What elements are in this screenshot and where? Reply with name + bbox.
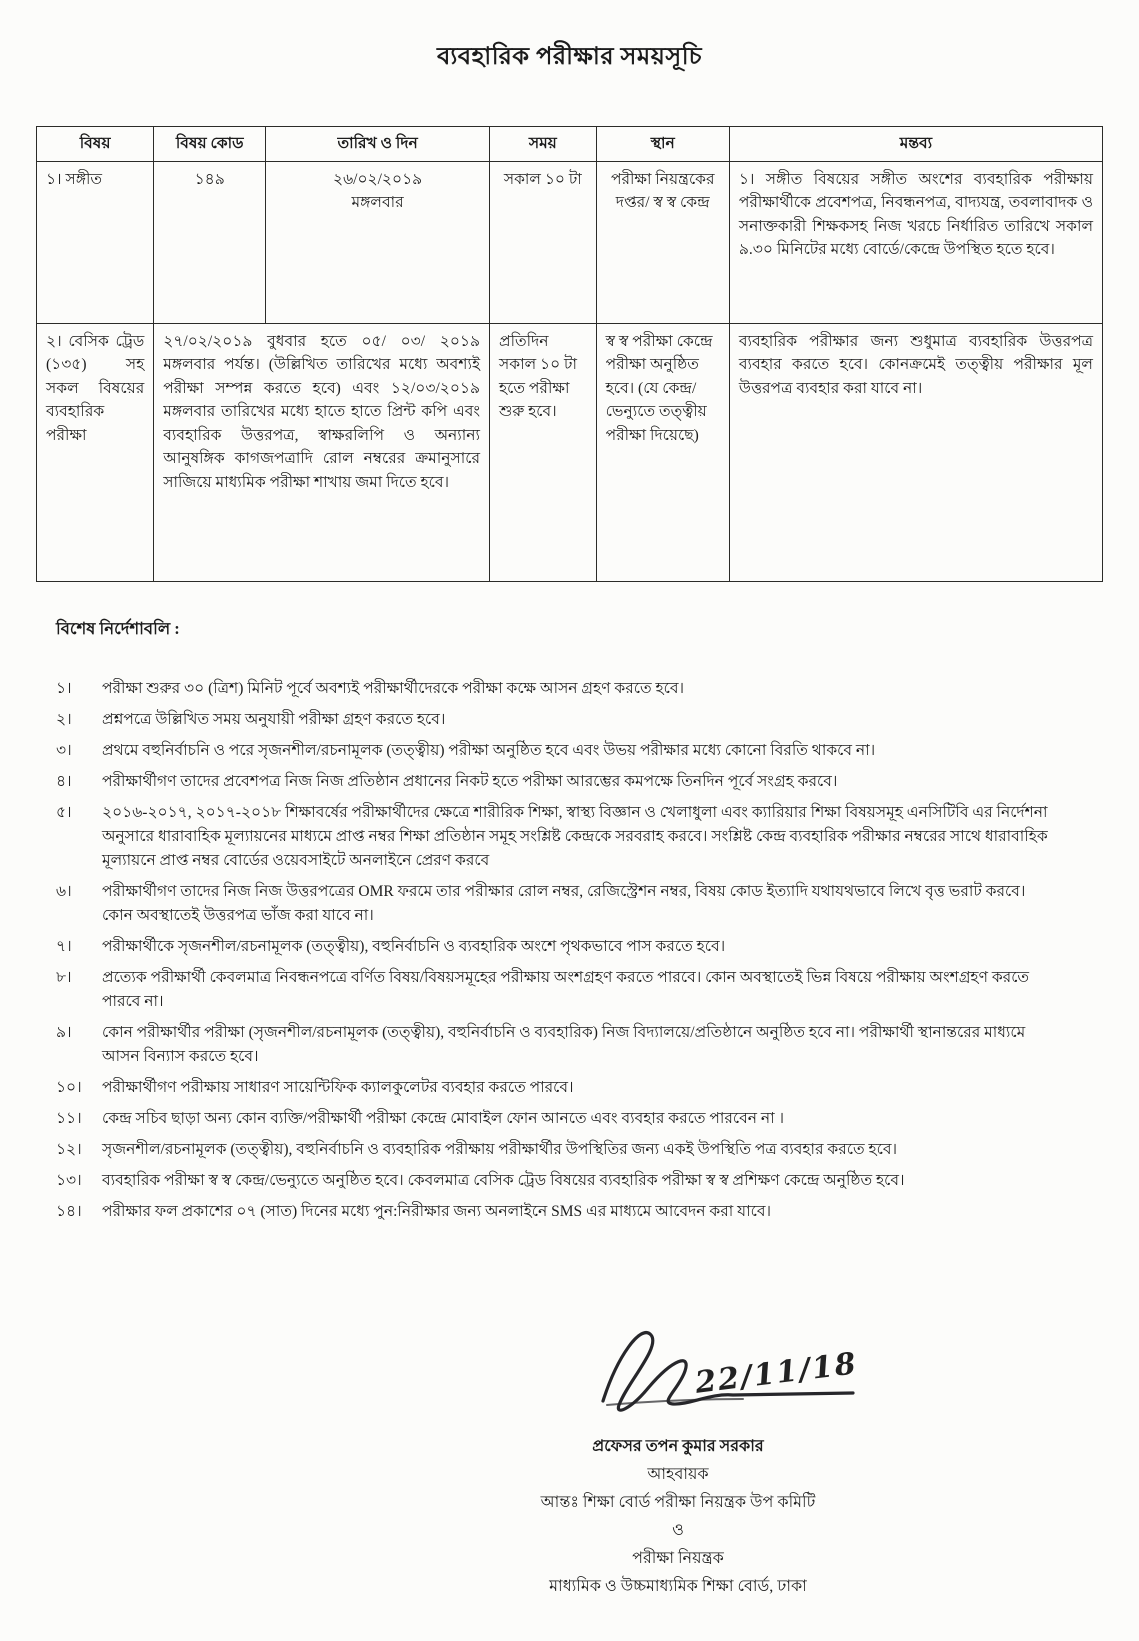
instruction-item bbox=[56, 677, 1048, 701]
instruction-text: পরীক্ষার্থীগণ তাদের প্রবেশপত্র নিজ নিজ প্রতিষ্ঠান প্রধানের নিকট হতে পরীক্ষা আরম্ভের কমপক্ষে তিনদিন পূর্বে সংগ্রহ করবে। bbox=[102, 772, 838, 790]
instruction-text: সৃজনশীল/রচনামূলক (তত্ত্বীয়), বহুনির্বাচনি ও ব্যবহারিক পরীক্ষায় পরীক্ষার্থীর উপস্থিতির জন্য একই উপস্থিতি পত্র ব্যবহার করতে হবে। bbox=[102, 1140, 898, 1158]
header-date-day: তারিখ ও দিন bbox=[266, 127, 490, 162]
instruction-item bbox=[56, 966, 1048, 1014]
signer-role-1: আহবায়ক bbox=[647, 1465, 709, 1483]
cell-subject-code: ১৪৯ bbox=[154, 161, 266, 323]
instruction-item bbox=[56, 880, 1048, 928]
instruction-number: ১২। bbox=[56, 1140, 82, 1158]
cell-comment: ১। সঙ্গীত বিষয়ের সঙ্গীত অংশের ব্যবহারিক পরীক্ষায় পরীক্ষার্থীকে প্রবেশপত্র, নিবন্ধনপত্র, বাদ্যযন্ত্র, তবলাবাদক ও সনাক্তকারী শিক্ষকসহ নিজ খরচে নির্ধারিত তারিখে সকাল ৯.৩০ মিনিটের মধ্যে বোর্ডে/কেন্দ্রে উপস্থিত হতে হবে। bbox=[729, 161, 1102, 323]
instruction-text: কোন পরীক্ষার্থীর পরীক্ষা (সৃজনশীল/রচনামূলক (তত্ত্বীয়), বহুনির্বাচনি ও ব্যবহারিক) নিজ বিদ্যালয়ে/প্রতিষ্ঠানে অনুষ্ঠিত হবে না। পরীক্ষার্থী স্থানান্তরের মাধ্যমে আসন বিন্যাস করতে হবে। bbox=[102, 1023, 1026, 1065]
cell-time: সকাল ১০ টা bbox=[490, 161, 597, 323]
instruction-number: ১৩। bbox=[56, 1171, 82, 1189]
instruction-text: ব্যবহারিক পরীক্ষা স্ব স্ব কেন্দ্র/ভেন্যুতে অনুষ্ঠিত হবে। কেবলমাত্র বেসিক ট্রেড বিষয়ের ব্যবহারিক পরীক্ষা স্ব স্ব প্রশিক্ষণ কেন্দ্রে অনুষ্ঠিত হবে। bbox=[102, 1171, 905, 1189]
header-place: স্থান bbox=[596, 127, 729, 162]
cell-place: স্ব স্ব পরীক্ষা কেন্দ্রে পরীক্ষা অনুষ্ঠিত হবে। (যে কেন্দ্র/ ভেন্যুতে তত্ত্বীয় পরীক্ষা দিয়েছে) bbox=[596, 323, 729, 581]
instruction-item bbox=[56, 1138, 1048, 1162]
cell-time: প্রতিদিন সকাল ১০ টা হতে পরীক্ষা শুরু হবে। bbox=[490, 323, 597, 581]
instruction-item bbox=[56, 1169, 1048, 1193]
instruction-item bbox=[56, 1021, 1048, 1069]
date-text: ২৬/০২/২০১৯ bbox=[333, 170, 423, 188]
header-subject: বিষয় bbox=[37, 127, 154, 162]
special-instructions bbox=[56, 616, 1048, 1224]
instruction-item bbox=[56, 935, 1048, 959]
instruction-number: ৮। bbox=[56, 968, 72, 986]
table-row bbox=[37, 323, 1103, 581]
cell-date bbox=[266, 161, 490, 323]
instruction-number: ১১। bbox=[56, 1109, 82, 1127]
header-subject-code: বিষয় কোড bbox=[154, 127, 266, 162]
instruction-number: ৭। bbox=[56, 937, 72, 955]
signer-conjunction: ও bbox=[672, 1521, 684, 1539]
signer-org-2: মাধ্যমিক ও উচ্চমাধ্যমিক শিক্ষা বোর্ড, ঢাকা bbox=[549, 1577, 807, 1595]
instruction-number: ৪। bbox=[56, 772, 72, 790]
cell-place: পরীক্ষা নিয়ন্ত্রকের দপ্তর/ স্ব স্ব কেন্দ্র bbox=[596, 161, 729, 323]
signer-name: প্রফেসর তপন কুমার সরকার bbox=[592, 1437, 764, 1455]
instruction-text: পরীক্ষার্থীকে সৃজনশীল/রচনামূলক (তত্ত্বীয়), বহুনির্বাচনি ও ব্যবহারিক অংশে পৃথকভাবে পাস করতে হবে। bbox=[102, 937, 726, 955]
cell-subject: ১। সঙ্গীত bbox=[37, 161, 154, 323]
handwritten-signature bbox=[443, 1304, 913, 1429]
instruction-text: প্রথমে বহুনির্বাচনি ও পরে সৃজনশীল/রচনামূলক (তত্ত্বীয়) পরীক্ষা অনুষ্ঠিত হবে এবং উভয় পরীক্ষার মধ্যে কোনো বিরতি থাকবে না। bbox=[102, 741, 876, 759]
instruction-item bbox=[56, 1107, 1048, 1131]
signer-org-1: আন্তঃ শিক্ষা বোর্ড পরীক্ষা নিয়ন্ত্রক উপ কমিটি bbox=[540, 1493, 816, 1511]
instruction-text: পরীক্ষার ফল প্রকাশের ০৭ (সাত) দিনের মধ্যে পুন:নিরীক্ষার জন্য অনলাইনে SMS এর মাধ্যমে আবেদন করা যাবে। bbox=[102, 1202, 771, 1220]
cell-date: ২৭/০২/২০১৯ বুধবার হতে ০৫/ ০৩/ ২০১৯ মঙ্গলবার পর্যন্ত। (উল্লিখিত তারিখের মধ্যে অবশ্যই পরীক্ষা সম্পন্ন করতে হবে) এবং ১২/০৩/২০১৯ মঙ্গলবার তারিখের মধ্যে হাতে হাতে প্রিন্ট কপি এবং ব্যবহারিক উত্তরপত্র, স্বাক্ষরলিপি ও অন্যান্য আনুষঙ্গিক কাগজপত্রাদি রোল নম্বরের ক্রমানুসারে সাজিয়ে মাধ্যমিক পরীক্ষা শাখায় জমা দিতে হবে। bbox=[154, 323, 490, 581]
signer-role-2: পরীক্ষা নিয়ন্ত্রক bbox=[632, 1549, 724, 1567]
instruction-number: ৩। bbox=[56, 741, 72, 759]
header-comments: মন্তব্য bbox=[729, 127, 1102, 162]
instruction-text: কেন্দ্র সচিব ছাড়া অন্য কোন ব্যক্তি/পরীক্ষার্থী পরীক্ষা কেন্দ্রে মোবাইল ফোন আনতে এবং ব্যবহার করতে পারবেন না । bbox=[102, 1109, 785, 1127]
cell-subject: ২। বেসিক ট্রেড (১৩৫) সহ সকল বিষয়ের ব্যবহারিক পরীক্ষা bbox=[37, 323, 154, 581]
instruction-number: ১০। bbox=[56, 1078, 82, 1096]
instruction-item bbox=[56, 708, 1048, 732]
instruction-item bbox=[56, 770, 1048, 794]
header-time: সময় bbox=[490, 127, 597, 162]
day-text: মঙ্গলবার bbox=[351, 194, 404, 212]
instruction-number: ১। bbox=[56, 679, 72, 697]
handwritten-date: 22/11/18 bbox=[693, 1346, 860, 1402]
instruction-number: ২। bbox=[56, 710, 72, 728]
table-row bbox=[37, 161, 1103, 323]
instruction-text: প্রশ্নপত্রে উল্লিখিত সময় অনুযায়ী পরীক্ষা গ্রহণ করতে হবে। bbox=[102, 710, 446, 728]
instruction-number: ৬। bbox=[56, 882, 72, 900]
instruction-text: পরীক্ষার্থীগণ তাদের নিজ নিজ উত্তরপত্রের OMR ফরমে তার পরীক্ষার রোল নম্বর, রেজিস্ট্রেশন নম্বর, বিষয় কোড ইত্যাদি যথাযথভাবে লিখে বৃত্ত ভরাট করবে। কোন অবস্থাতেই উত্তরপত্র ভাঁজ করা যাবে না। bbox=[102, 882, 1026, 924]
instructions-heading: বিশেষ নির্দেশাবলি : bbox=[56, 618, 180, 638]
signature-block bbox=[443, 1304, 913, 1601]
instruction-item bbox=[56, 1076, 1048, 1100]
instruction-item bbox=[56, 801, 1048, 873]
instruction-number: ১৪। bbox=[56, 1202, 82, 1220]
instruction-text: পরীক্ষা শুরুর ৩০ (ত্রিশ) মিনিট পূর্বে অবশ্যই পরীক্ষার্থীদেরকে পরীক্ষা কক্ষে আসন গ্রহণ করতে হবে। bbox=[102, 679, 685, 697]
schedule-table bbox=[36, 126, 1103, 582]
instruction-item bbox=[56, 1200, 1048, 1224]
instruction-text: ২০১৬-২০১৭, ২০১৭-২০১৮ শিক্ষাবর্ষের পরীক্ষার্থীদের ক্ষেত্রে শারীরিক শিক্ষা, স্বাস্থ্য বিজ্ঞান ও খেলাধুলা এবং ক্যারিয়ার শিক্ষা বিষয়সমূহ এনসিটিবি এর নির্দেশনা অনুসারে ধারাবাহিক মূল্যায়নের মাধ্যমে প্রাপ্ত নম্বর শিক্ষা প্রতিষ্ঠান সমূহ সংশ্লিষ্ট কেন্দ্রকে সরবরাহ করবে। সংশ্লিষ্ট কেন্দ্র ব্যবহারিক পরীক্ষার নম্বরের সাথে ধারাবাহিক মূল্যায়নে প্রাপ্ত নম্বর বোর্ডের ওয়েবসাইটে অনলাইনে প্রেরণ করবে bbox=[102, 803, 1048, 869]
cell-comment: ব্যবহারিক পরীক্ষার জন্য শুধুমাত্র ব্যবহারিক উত্তরপত্র ব্যবহার করতে হবে। কোনক্রমেই তত্ত্বীয় পরীক্ষার মূল উত্তরপত্র ব্যবহার করা যাবে না। bbox=[729, 323, 1102, 581]
instruction-number: ৫। bbox=[56, 803, 72, 821]
page-title: ব্যবহারিক পরীক্ষার সময়সূচি bbox=[436, 44, 703, 70]
instruction-text: প্রত্যেক পরীক্ষার্থী কেবলমাত্র নিবন্ধনপত্রে বর্ণিত বিষয়/বিষয়সমূহের পরীক্ষায় অংশগ্রহণ করতে পারবে। কোন অবস্থাতেই ভিন্ন বিষয়ে পরীক্ষায় অংশগ্রহণ করতে পারবে না। bbox=[102, 968, 1030, 1010]
table-header-row bbox=[37, 127, 1103, 162]
instruction-item bbox=[56, 739, 1048, 763]
instruction-number: ৯। bbox=[56, 1023, 72, 1041]
instruction-text: পরীক্ষার্থীগণ পরীক্ষায় সাধারণ সায়েন্টিফিক ক্যালকুলেটর ব্যবহার করতে পারবে। bbox=[102, 1078, 574, 1096]
